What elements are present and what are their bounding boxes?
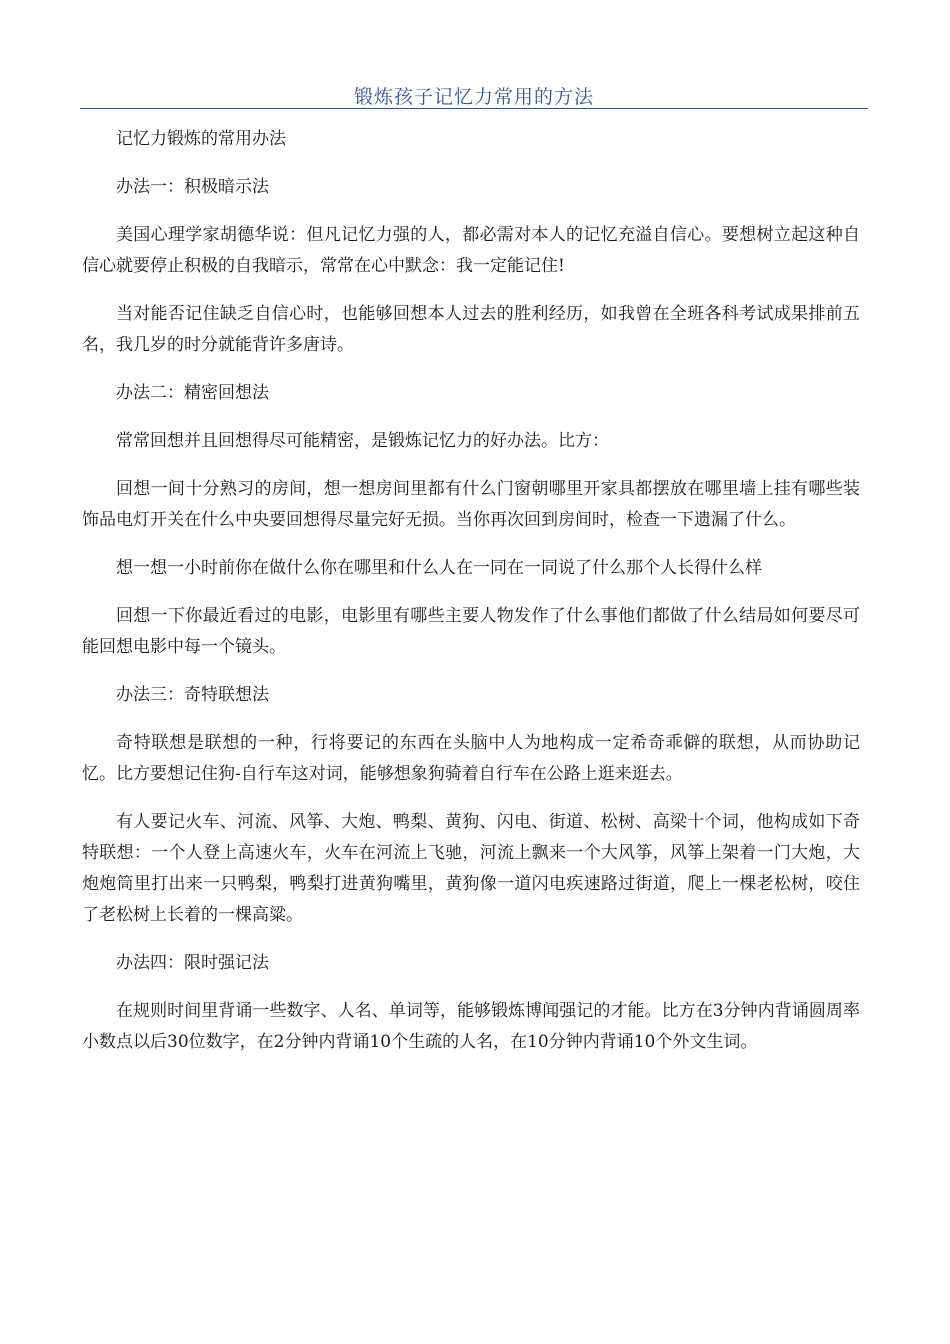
- paragraph: 美国心理学家胡德华说：但凡记忆力强的人，都必需对本人的记忆充溢自信心。要想树立起这种自信心就要停止积极的自我暗示，常常在心中默念：我一定能记住!: [82, 225, 860, 276]
- paragraph: 奇特联想是联想的一种，行将要记的东西在头脑中人为地构成一定希奇乖僻的联想，从而协助记忆。比方要想记住狗-自行车这对词，能够想象狗骑着自行车在公路上逛来逛去。: [82, 733, 860, 784]
- paragraph: 常常回想并且回想得尽可能精密，是锻炼记忆力的好办法。比方：: [116, 431, 609, 451]
- section-heading-2: 办法二：精密回想法: [116, 383, 269, 403]
- paragraph: 回想一下你最近看过的电影，电影里有哪些主要人物发作了什么事他们都做了什么结局如何要尽可能回想电影中每一个镜头。: [82, 606, 860, 657]
- paragraph: 有人要记火车、河流、风筝、大炮、鸭梨、黄狗、闪电、街道、松树、高梁十个词，他构成如下奇特联想：一个人登上高速火车，火车在河流上飞驰，河流上飘来一个大风筝，风筝上架着一门大炮，大炮炮筒里打出来一只鸭梨，鸭梨打进黄狗嘴里，黄狗像一道闪电疾速路过街道，爬上一棵老松树，咬住了老松树上长着的一棵高粱。: [82, 812, 860, 925]
- page-header-title: 锻炼孩子记忆力常用的方法: [353, 86, 594, 108]
- subtitle: 记忆力锻炼的常用办法: [116, 129, 286, 149]
- paragraph: 想一想一小时前你在做什么你在哪里和什么人在一同在一同说了什么那个人长得什么样: [116, 558, 762, 578]
- section-heading-4: 办法四：限时强记法: [116, 953, 269, 973]
- section-heading-3: 办法三：奇特联想法: [116, 685, 269, 705]
- paragraph: 回想一间十分熟习的房间，想一想房间里都有什么门窗朝哪里开家具都摆放在哪里墙上挂有哪些装饰品电灯开关在什么中央要回想得尽量完好无损。当你再次回到房间时，检查一下遗漏了什么。: [82, 479, 860, 530]
- section-heading-1: 办法一：积极暗示法: [116, 177, 269, 197]
- paragraph: 当对能否记住缺乏自信心时，也能够回想本人过去的胜利经历，如我曾在全班各科考试成果排前五名，我几岁的时分就能背许多唐诗。: [82, 304, 860, 355]
- paragraph: 在规则时间里背诵一些数字、人名、单词等，能够锻炼博闻强记的才能。比方在3分钟内背诵圆周率小数点以后30位数字，在2分钟内背诵10个生疏的人名，在10分钟内背诵10个外文生词。: [82, 1001, 860, 1052]
- header-divider: [80, 108, 868, 109]
- document-body: [82, 124, 860, 1075]
